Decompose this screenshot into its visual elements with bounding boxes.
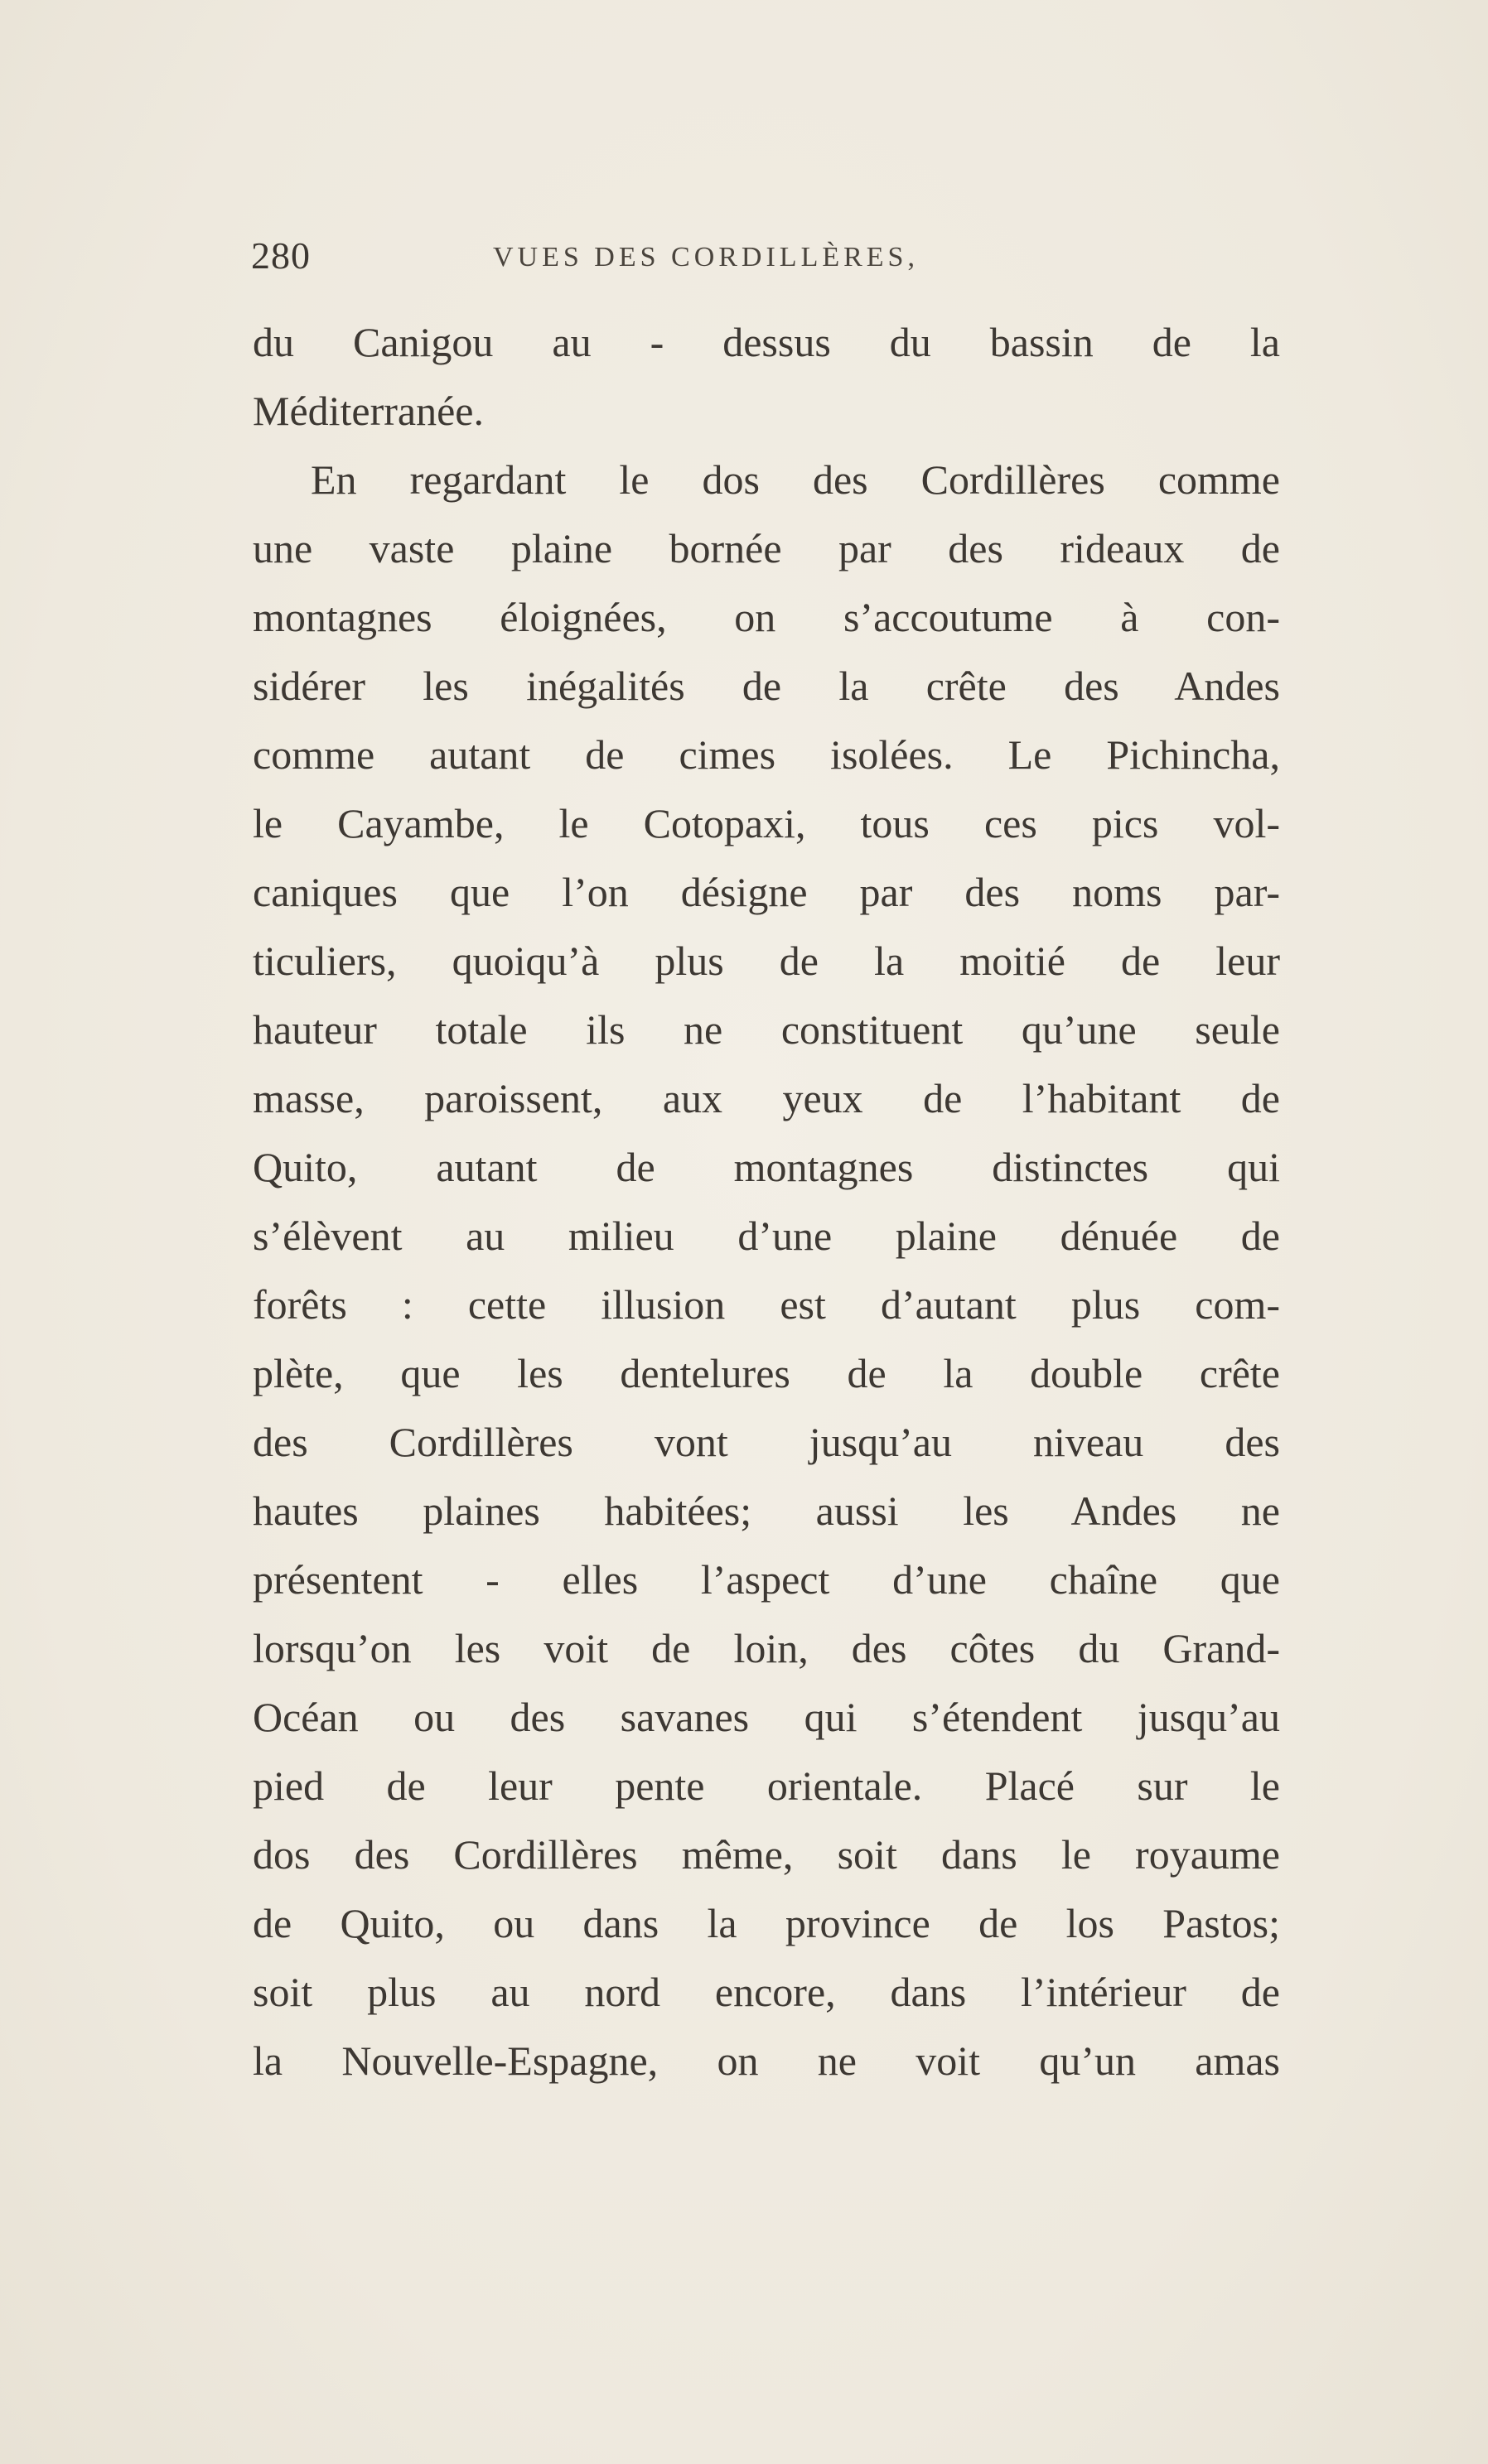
text-line: dos des Cordillères même, soit dans le royaume [253, 1831, 1280, 1878]
text-line: plète, que les dentelures de la double crête [253, 1350, 1280, 1396]
text-line: caniques que l’on désigne par des noms par- [253, 869, 1280, 915]
text-line: s’élèvent au milieu d’une plaine dénuée de [253, 1213, 1280, 1259]
body-text [253, 308, 1280, 2095]
text-line: sidérer les inégalités de la crête des Andes [253, 663, 1280, 709]
text-line: ticuliers, quoiqu’à plus de la moitié de leur [253, 938, 1280, 984]
text-line: forêts : cette illusion est d’autant plus com- [253, 1281, 1280, 1328]
text-line: Océan ou des savanes qui s’étendent jusqu’au [253, 1694, 1280, 1740]
text-line: lorsqu’on les voit de loin, des côtes du Grand- [253, 1625, 1280, 1671]
page-number: 280 [251, 234, 311, 277]
text-line: présentent - elles l’aspect d’une chaîne que [253, 1556, 1280, 1603]
text-line: hauteur totale ils ne constituent qu’une seule [253, 1006, 1280, 1053]
text-line: des Cordillères vont jusqu’au niveau des [253, 1419, 1280, 1465]
text-line: hautes plaines habitées; aussi les Andes ne [253, 1488, 1280, 1534]
text-line: Quito, autant de montagnes distinctes qui [253, 1144, 1280, 1190]
page-header [251, 234, 1278, 292]
text-line: la Nouvelle-Espagne, on ne voit qu’un amas [253, 2037, 1280, 2084]
text-line: le Cayambe, le Cotopaxi, tous ces pics vol- [253, 800, 1280, 846]
text-line: pied de leur pente orientale. Placé sur le [253, 1762, 1280, 1809]
text-line: masse, paroissent, aux yeux de l’habitant de [253, 1075, 1280, 1121]
text-line: du Canigou au - dessus du bassin de la [253, 319, 1280, 365]
text-line: Méditerranée. [253, 388, 485, 434]
text-line: une vaste plaine bornée par des rideaux de [253, 525, 1280, 571]
text-line: comme autant de cimes isolées. Le Pichincha, [253, 731, 1280, 778]
text-line: soit plus au nord encore, dans l’intérieur de [253, 1969, 1280, 2015]
text-line: de Quito, ou dans la province de los Pastos; [253, 1900, 1280, 1946]
running-title: VUES DES CORDILLÈRES, [493, 242, 919, 272]
text-line: En regardant le dos des Cordillères comme [311, 456, 1280, 503]
text-line: montagnes éloignées, on s’accoutume à con- [253, 594, 1280, 640]
